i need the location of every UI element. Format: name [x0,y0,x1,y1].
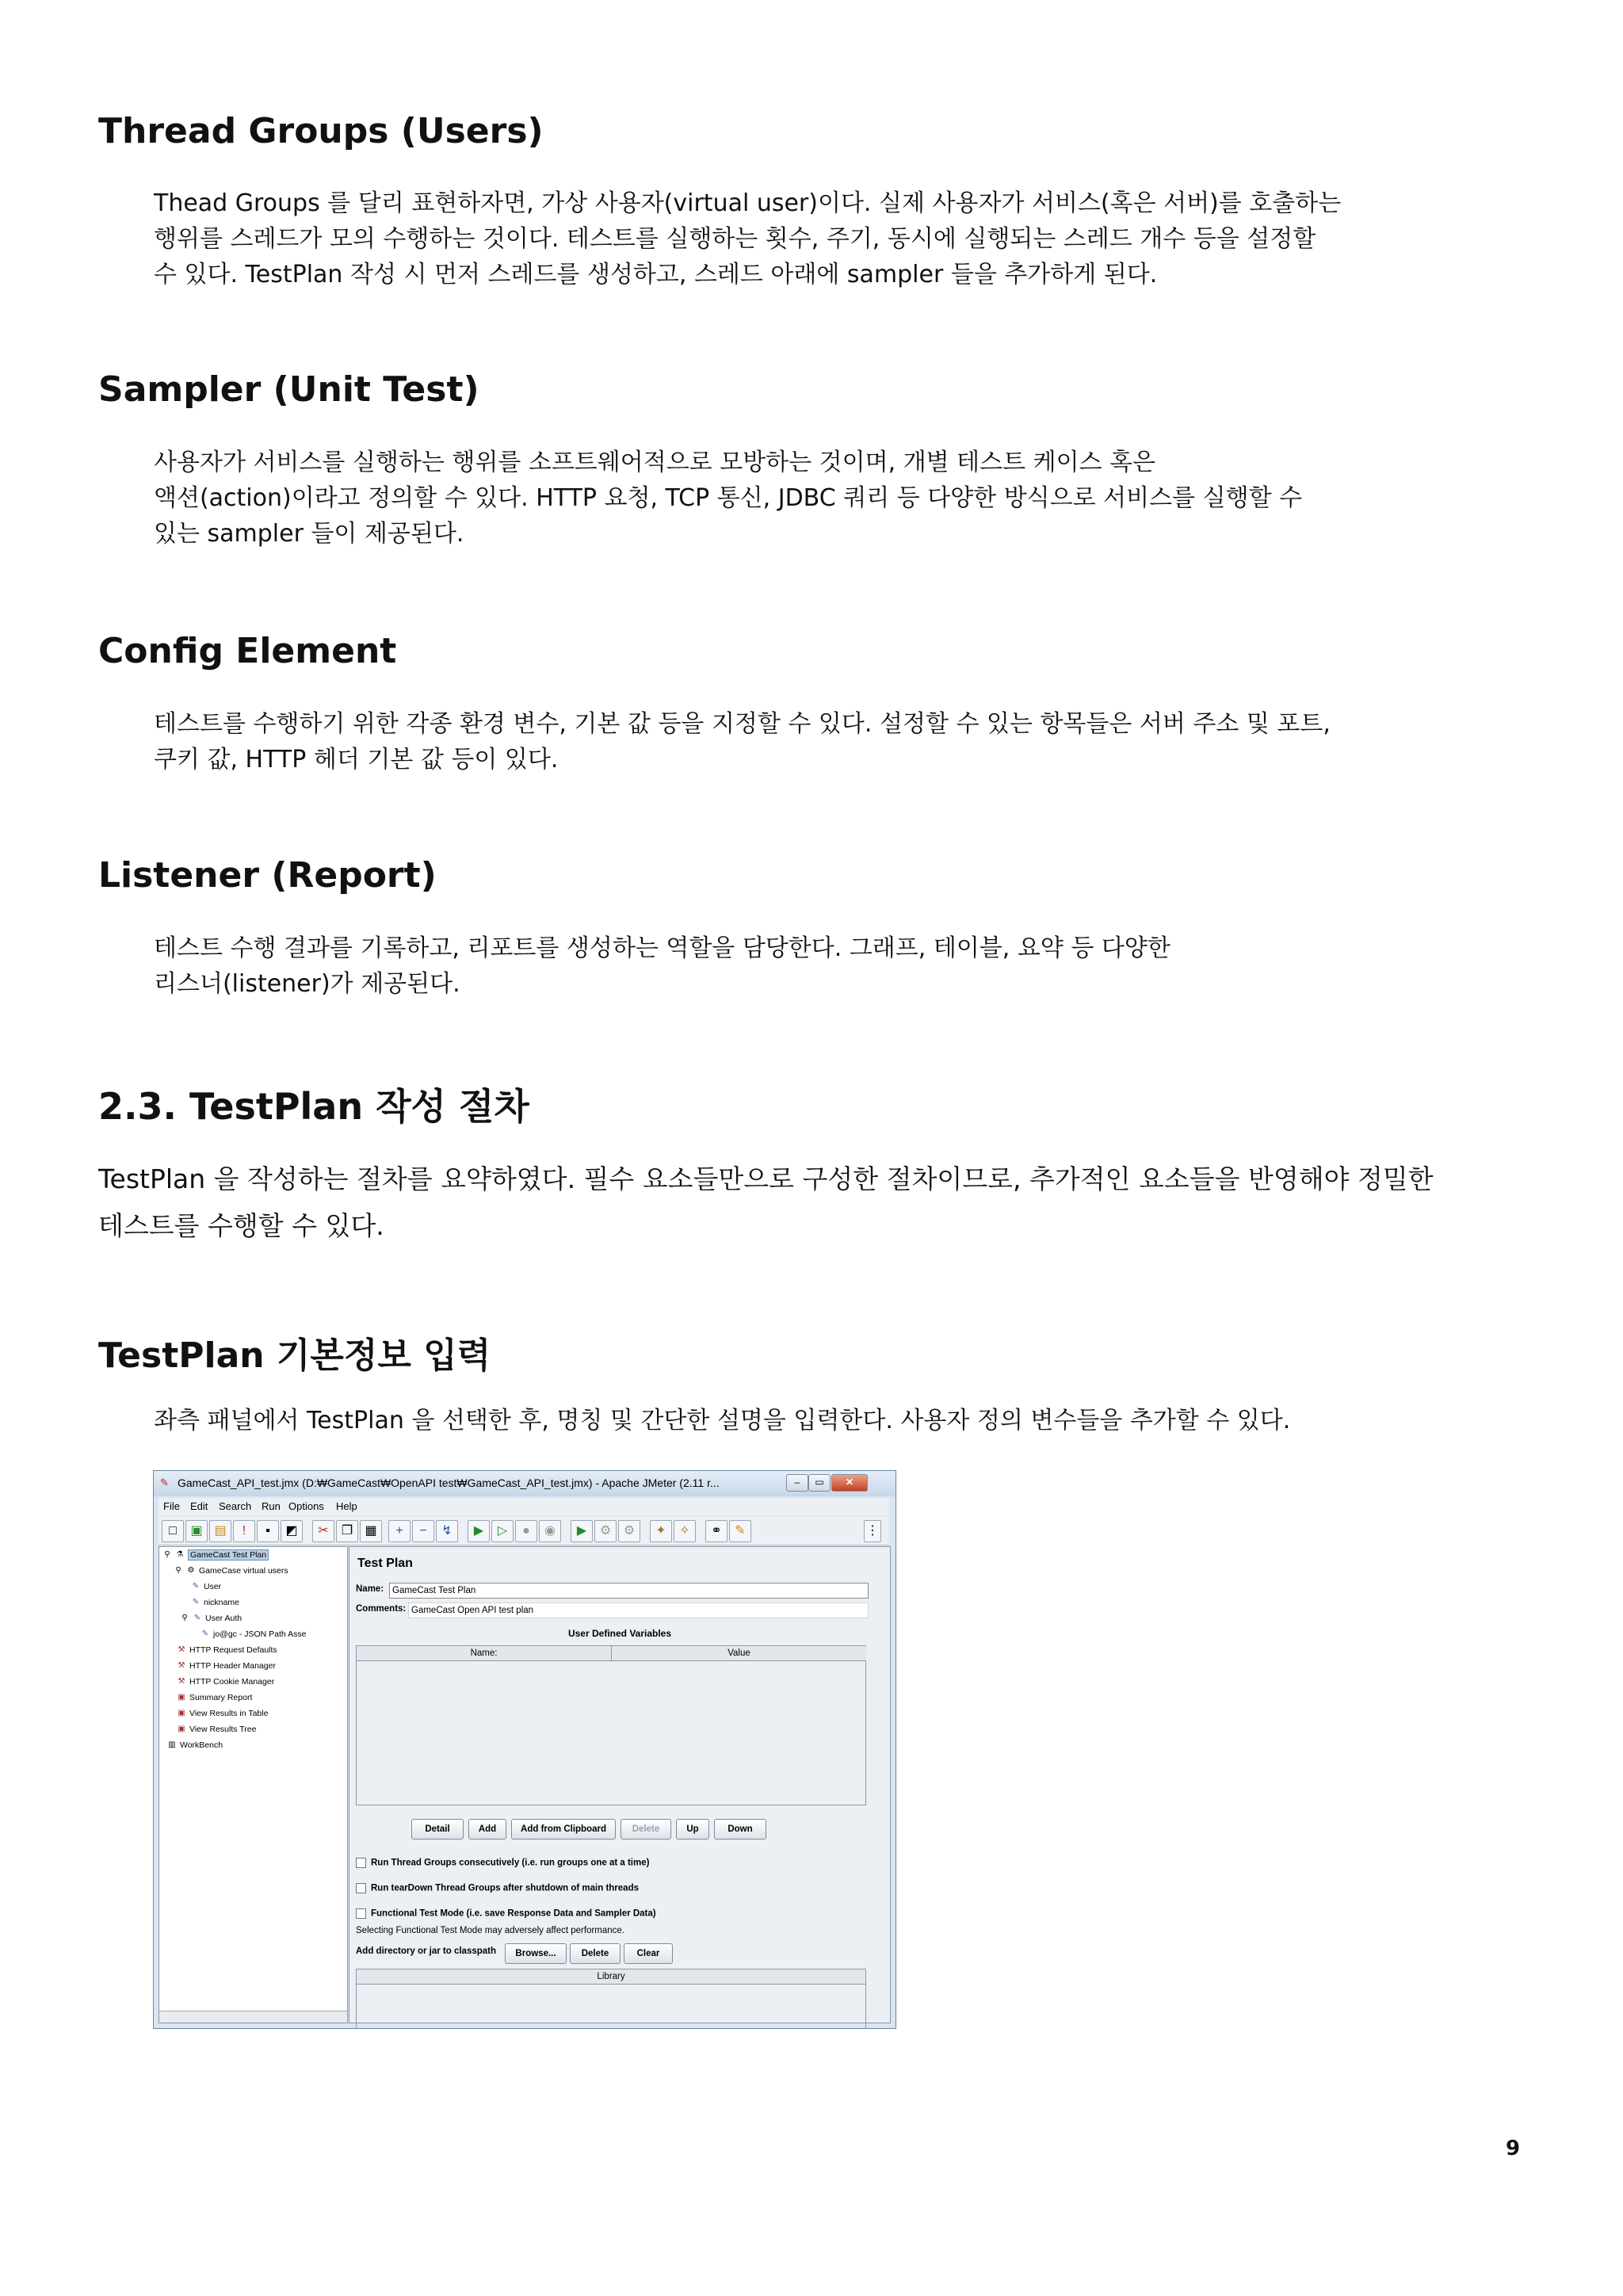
remote-start-icon[interactable]: ▶ [571,1520,593,1542]
text-line: TestPlan 을 작성하는 절차를 요약하였다. 필수 요소들만으로 구성한 절차이므로, 추가적인 요소들을 반영해야 정밀한 [98,1163,1434,1194]
start-icon[interactable]: ▶ [468,1520,490,1542]
close-icon[interactable]: ✕ [831,1474,868,1492]
up-button[interactable]: Up [676,1819,709,1839]
save-icon[interactable]: ▪ [257,1520,279,1542]
column-header-value[interactable]: Value [611,1646,866,1661]
tree-item-thread-group[interactable]: ⚲ ⚙ GameCase virtual users [174,1566,288,1576]
paragraph-testplan-basic-info [154,1403,1526,1438]
assertion-icon: ✎ [201,1629,209,1639]
tree-item-json-assertion[interactable]: ✎ jo@gc - JSON Path Asse [201,1629,307,1639]
tree-item-user-auth[interactable]: ⚲ ✎ User Auth [180,1614,242,1623]
expand-toggle-icon[interactable]: ⚲ [164,1550,170,1560]
panel-title: Test Plan [357,1557,413,1570]
text-line: 좌측 패널에서 TestPlan 을 선택한 후, 명칭 및 간단한 설명을 입력한다. 사용자 정의 변수들을 추가할 수 있다. [154,1407,1291,1435]
stop-icon[interactable]: ● [515,1520,537,1542]
menu-options[interactable]: Options [288,1500,324,1512]
start-no-pauses-icon[interactable]: ▷ [491,1520,514,1542]
name-field[interactable]: GameCast Test Plan [389,1583,869,1599]
test-plan-panel [349,1546,891,2023]
clear-all-icon[interactable]: ✧ [674,1520,696,1542]
open-icon[interactable]: ▤ [209,1520,231,1542]
detail-button[interactable]: Detail [411,1819,464,1839]
checkbox[interactable] [356,1908,366,1919]
tree-item-user[interactable]: ✎ User [192,1582,222,1591]
heading-sampler: Sampler (Unit Test) [98,369,479,410]
maximize-icon[interactable]: ▭ [808,1474,831,1492]
menu-file[interactable]: File [163,1500,180,1512]
text-line: 행위를 스레드가 모의 수행하는 것이다. 테스트를 실행하는 횟수, 주기, 동시에 실행되는 스레드 개수 등을 설정할 [154,225,1316,253]
window-title-bar [154,1471,896,1496]
toolbar [158,1516,889,1545]
test-plan-tree [158,1546,348,2023]
jmeter-feather-icon: ✎ [160,1477,169,1488]
tree-item-summary-report[interactable]: ▣ Summary Report [178,1693,253,1702]
listener-icon: ▣ [178,1709,185,1718]
paragraph-thread-groups [154,185,1526,292]
sampler-pen-icon: ✎ [192,1582,200,1591]
run-teardown-checkbox[interactable]: Run tearDown Thread Groups after shutdown of main threads [356,1883,639,1893]
text-line: 사용자가 서비스를 실행하는 행위를 소프트웨어적으로 모방하는 것이며, 개별 테스트 케이스 혹은 [154,449,1156,476]
functional-mode-note: Selecting Functional Test Mode may adversely affect performance. [356,1926,624,1935]
browse-button[interactable]: Browse... [505,1943,567,1964]
tree-item-http-header-manager[interactable]: ⚒ HTTP Header Manager [178,1661,276,1671]
menu-bar [158,1498,889,1515]
tree-item-workbench[interactable]: ▥ WorkBench [168,1740,223,1750]
config-element-icon: ⚒ [178,1661,185,1671]
tree-item-view-results-tree[interactable]: ▣ View Results Tree [178,1725,257,1734]
heading-listener: Listener (Report) [98,855,437,896]
column-header-name[interactable]: Name: [357,1646,611,1661]
add-from-clipboard-button[interactable]: Add from Clipboard [511,1819,616,1839]
expand-toggle-icon[interactable]: ⚲ [181,1614,188,1623]
page-number: 9 [1506,2137,1521,2160]
window-title: GameCast_API_test.jmx (D:₩GameCast₩OpenAPI test₩GameCast_API_test.jmx) - Apache JMeter (2.11 r... [178,1477,720,1489]
delete-variable-button[interactable]: Delete [621,1819,671,1839]
menu-run[interactable]: Run [262,1500,281,1512]
listener-icon: ▣ [178,1693,185,1702]
column-header-library[interactable]: Library [357,1969,865,1985]
text-line: 있는 sampler 들이 제공된다. [154,520,464,548]
heading-thread-groups: Thread Groups (Users) [98,111,544,151]
jmeter-window-screenshot [153,1470,896,2029]
sampler-pen-icon: ✎ [192,1598,200,1607]
delete-classpath-button[interactable]: Delete [570,1943,621,1964]
comments-field[interactable]: GameCast Open API test plan [408,1603,869,1618]
cut-icon[interactable]: ✂ [312,1520,334,1542]
new-icon[interactable]: □ [162,1520,184,1542]
paste-icon[interactable]: ▦ [360,1520,382,1542]
test-plan-icon: ⚗ [176,1550,184,1560]
comments-label: Comments: [356,1604,407,1614]
text-line: 테스트 수행 결과를 기록하고, 리포트를 생성하는 역할을 담당한다. 그래프, 테이블, 요약 등 다양한 [154,934,1170,962]
minimize-icon[interactable]: – [786,1474,808,1492]
expand-icon[interactable]: + [388,1520,411,1542]
text-line: Thead Groups 를 달리 표현하자면, 가상 사용자(virtual user)이다. 실제 사용자가 서비스(혹은 서버)를 호출하는 [154,189,1342,217]
collapse-icon[interactable]: − [412,1520,434,1542]
name-label: Name: [356,1584,384,1594]
add-button[interactable]: Add [468,1819,506,1839]
heading-config-element: Config Element [98,631,397,671]
reset-search-icon[interactable]: ✎ [729,1520,751,1542]
menu-help[interactable]: Help [336,1500,357,1512]
text-line: 리스너(listener)가 제공된다. [154,970,460,998]
remote-stop-icon[interactable]: ⚙ [594,1520,617,1542]
clear-icon[interactable]: ✦ [650,1520,672,1542]
tree-item-test-plan[interactable]: ⚲ ⚗ GameCast Test Plan [162,1550,269,1560]
thread-group-icon: ⚙ [187,1566,195,1576]
library-table[interactable] [356,1969,866,2029]
text-line: 테스트를 수행하기 위한 각종 환경 변수, 기본 값 등을 지정할 수 있다. 설정할 수 있는 항목들은 서버 주소 및 포트, [154,710,1331,738]
checkbox[interactable] [356,1883,366,1893]
paragraph-config-element [154,706,1526,777]
user-defined-variables-title: User Defined Variables [567,1628,672,1639]
save-as-icon[interactable]: ◩ [281,1520,303,1542]
function-helper-icon[interactable]: ⋮ [864,1520,881,1542]
clear-button[interactable]: Clear [624,1943,673,1964]
tree-item-view-results-table[interactable]: ▣ View Results in Table [178,1709,269,1718]
close-plan-icon[interactable]: ! [233,1520,255,1542]
text-line: 액션(action)이라고 정의할 수 있다. HTTP 요청, TCP 통신, JDBC 쿼리 등 다양한 방식으로 서비스를 실행할 수 [154,484,1303,512]
search-binoculars-icon[interactable]: ⚭ [705,1520,727,1542]
classpath-label: Add directory or jar to classpath [356,1946,497,1956]
remote-shutdown-icon[interactable]: ⚙ [618,1520,640,1542]
user-defined-variables-table[interactable] [356,1645,866,1805]
tree-item-http-request-defaults[interactable]: ⚒ HTTP Request Defaults [178,1645,277,1655]
text-line: 수 있다. TestPlan 작성 시 먼저 스레드를 생성하고, 스레드 아래에 sampler 들을 추가하게 된다. [154,261,1158,288]
text-line: 쿠키 값, HTTP 헤더 기본 값 등이 있다. [154,746,559,774]
text-line: 테스트를 수행할 수 있다. [98,1210,384,1241]
paragraph-testplan-procedure [98,1156,1525,1249]
toggle-icon[interactable]: ↯ [436,1520,458,1542]
tree-item-nickname[interactable]: ✎ nickname [192,1598,239,1607]
functional-test-mode-checkbox[interactable]: Functional Test Mode (i.e. save Response Data and Sampler Data) [356,1908,656,1919]
workbench-icon: ▥ [168,1740,176,1750]
config-element-icon: ⚒ [178,1677,185,1687]
checkbox[interactable] [356,1858,366,1868]
expand-toggle-icon[interactable]: ⚲ [175,1566,181,1576]
shutdown-icon[interactable]: ◉ [539,1520,561,1542]
heading-testplan-procedure: 2.3. TestPlan 작성 절차 [98,1085,529,1128]
menu-edit[interactable]: Edit [190,1500,208,1512]
sampler-pen-icon: ✎ [193,1614,201,1623]
tree-horizontal-scrollbar[interactable] [159,2011,347,2023]
copy-icon[interactable]: ❐ [336,1520,358,1542]
tree-item-http-cookie-manager[interactable]: ⚒ HTTP Cookie Manager [178,1677,275,1687]
templates-icon[interactable]: ▣ [185,1520,208,1542]
config-element-icon: ⚒ [178,1645,185,1655]
menu-search[interactable]: Search [219,1500,252,1512]
listener-icon: ▣ [178,1725,185,1734]
run-consecutively-checkbox[interactable]: Run Thread Groups consecutively (i.e. run groups one at a time) [356,1858,649,1868]
down-button[interactable]: Down [714,1819,766,1839]
paragraph-listener [154,930,1526,1002]
paragraph-sampler [154,445,1526,552]
heading-testplan-basic-info: TestPlan 기본정보 입력 [98,1335,491,1376]
